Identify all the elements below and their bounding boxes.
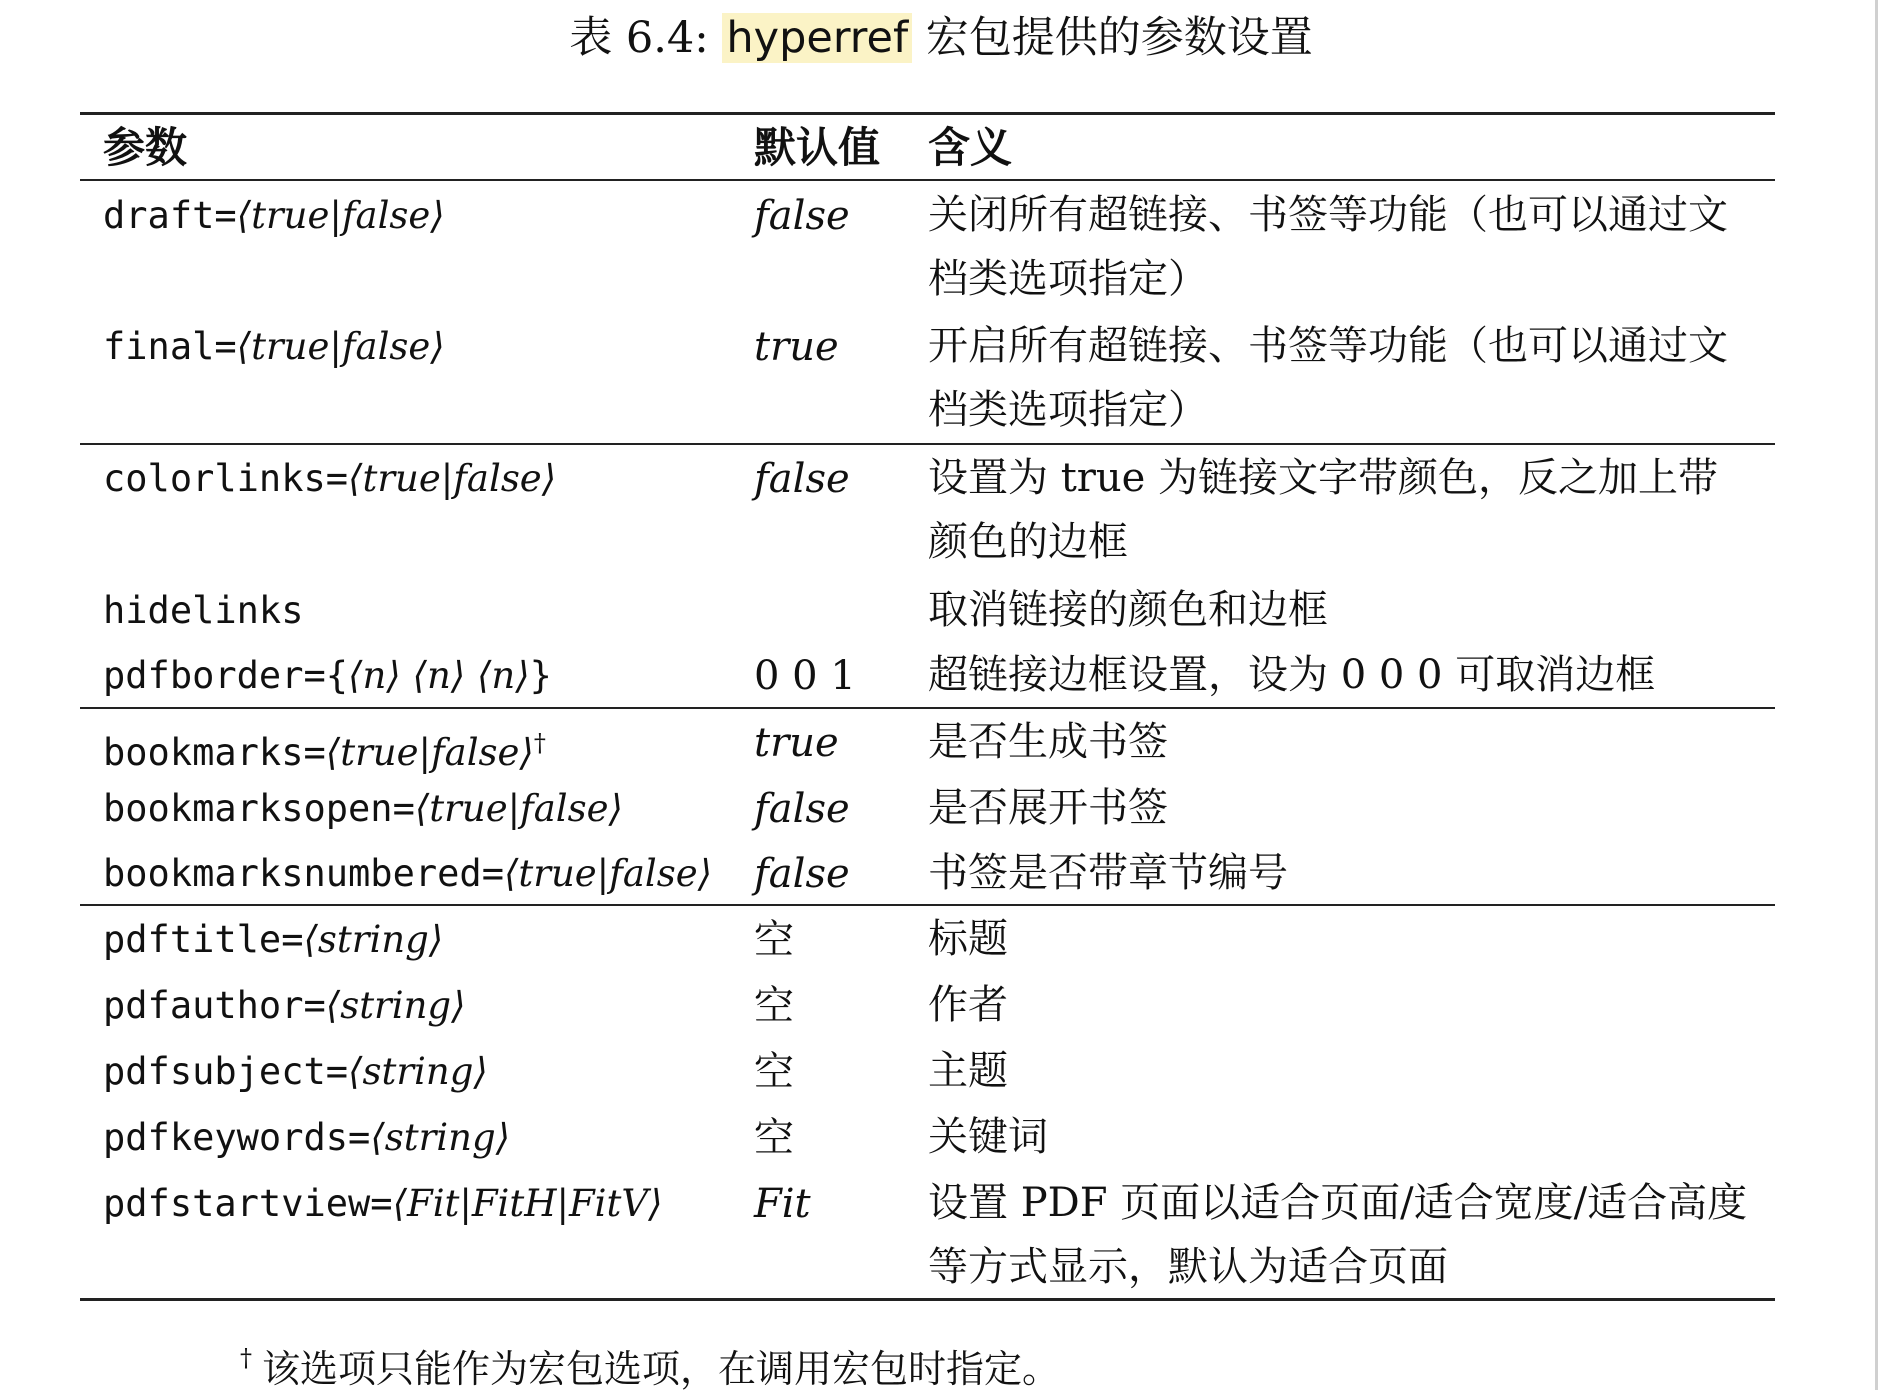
param-cell xyxy=(103,183,445,249)
param-name: bookmarksnumbered= xyxy=(103,852,504,895)
meaning-cell: 关键词 xyxy=(928,1114,1048,1160)
param-cell xyxy=(103,973,466,1039)
param-cell xyxy=(103,841,712,907)
param-name: colorlinks= xyxy=(103,457,349,500)
table-row xyxy=(0,314,1882,433)
header-rule xyxy=(80,179,1775,181)
param-cell xyxy=(103,314,445,380)
param-name: hidelinks xyxy=(103,589,304,632)
default-cell: 空 xyxy=(754,1115,794,1161)
table-row xyxy=(0,643,1882,709)
meaning-cell: 书签是否带章节编号 xyxy=(928,850,1288,896)
group-rule-2 xyxy=(80,707,1775,709)
param-name: pdfauthor= xyxy=(103,984,326,1027)
param-name: final= xyxy=(103,325,237,368)
table-row xyxy=(0,973,1882,1039)
param-argument: ⟨n⟩ ⟨n⟩ ⟨n⟩ xyxy=(348,654,530,697)
param-name: draft= xyxy=(103,194,237,237)
param-argument: ⟨string⟩ xyxy=(303,918,444,961)
meaning-cell: 主题 xyxy=(928,1048,1008,1094)
default-cell: false xyxy=(754,786,850,832)
table-row xyxy=(0,578,1882,644)
scrollbar-edge xyxy=(1875,0,1878,1390)
default-cell: 空 xyxy=(754,917,794,963)
meaning-cell: 设置为 true 为链接文字带颜色，反之加上带颜色的边框 xyxy=(928,455,1719,565)
table-row xyxy=(0,710,1882,776)
param-cell xyxy=(103,1039,488,1105)
default-cell: false xyxy=(754,456,850,502)
caption-suffix: 宏包提供的参数设置 xyxy=(925,13,1313,63)
header-meaning: 含义 xyxy=(928,123,1013,172)
param-name: pdftitle= xyxy=(103,918,304,961)
param-name: pdfkeywords= xyxy=(103,1116,371,1159)
table-row xyxy=(0,183,1882,302)
param-name: pdfstartview= xyxy=(103,1182,393,1225)
caption-prefix: 表 6.4: xyxy=(569,13,709,63)
header-default: 默认值 xyxy=(754,123,881,172)
param-argument: ⟨true|false⟩ xyxy=(236,325,445,368)
default-cell: 空 xyxy=(754,1049,794,1095)
param-argument: ⟨Fit|FitH|FitV⟩ xyxy=(392,1182,663,1225)
param-argument: ⟨string⟩ xyxy=(348,1050,488,1093)
param-argument: ⟨string⟩ xyxy=(370,1116,511,1159)
param-cell xyxy=(103,1105,510,1171)
meaning-cell: 关闭所有超链接、书签等功能（也可以通过文档类选项指定） xyxy=(928,192,1728,302)
meaning-cell: 是否生成书签 xyxy=(928,719,1168,765)
param-cell xyxy=(103,1171,663,1237)
param-cell xyxy=(103,446,556,512)
footnote-text: 该选项只能作为宏包选项，在调用宏包时指定。 xyxy=(262,1347,1061,1391)
default-cell: true xyxy=(754,324,839,370)
meaning-cell: 开启所有超链接、书签等功能（也可以通过文档类选项指定） xyxy=(928,323,1728,433)
table-caption xyxy=(0,10,1882,66)
default-cell: false xyxy=(754,851,850,897)
param-argument: ⟨true|false⟩ xyxy=(348,457,557,500)
footnote xyxy=(240,1330,1060,1397)
param-argument: ⟨true|false⟩ xyxy=(503,852,713,895)
table-row xyxy=(0,1105,1882,1171)
dagger-mark: † xyxy=(533,729,546,757)
param-cell xyxy=(103,643,552,709)
param-cell xyxy=(103,710,546,786)
meaning-cell: 标题 xyxy=(928,916,1008,962)
param-cell xyxy=(103,907,443,973)
param-tail: } xyxy=(529,654,552,697)
meaning-cell: 超链接边框设置，设为 0 0 0 可取消边框 xyxy=(928,652,1656,698)
meaning-cell: 作者 xyxy=(928,982,1008,1028)
default-cell: 0 0 1 xyxy=(754,653,856,699)
param-name: bookmarks= xyxy=(103,731,326,774)
footnote-mark: † xyxy=(240,1344,252,1372)
param-name: pdfsubject= xyxy=(103,1050,349,1093)
param-argument: ⟨true|false⟩ xyxy=(236,194,445,237)
bottom-rule xyxy=(80,1298,1775,1301)
param-cell xyxy=(103,776,623,842)
table-row xyxy=(0,776,1882,842)
group-rule-1 xyxy=(80,443,1775,445)
param-name: bookmarksopen= xyxy=(103,787,415,830)
param-argument: ⟨true|false⟩ xyxy=(414,787,623,830)
table-row xyxy=(0,446,1882,565)
meaning-cell: 是否展开书签 xyxy=(928,785,1168,831)
default-cell: 空 xyxy=(754,983,794,1029)
default-cell: true xyxy=(754,720,839,766)
param-cell xyxy=(103,578,303,644)
table-row xyxy=(0,841,1882,907)
caption-package-name: hyperref xyxy=(722,13,912,63)
param-argument: ⟨string⟩ xyxy=(325,984,466,1027)
param-argument: ⟨true|false⟩ xyxy=(325,731,534,774)
param-name: pdfborder={ xyxy=(103,654,349,697)
table-row xyxy=(0,1039,1882,1105)
default-cell: Fit xyxy=(754,1181,811,1227)
top-rule xyxy=(80,112,1775,115)
group-rule-3 xyxy=(80,904,1775,906)
table-row xyxy=(0,907,1882,973)
meaning-cell: 设置 PDF 页面以适合页面/适合宽度/适合高度等方式显示，默认为适合页面 xyxy=(928,1180,1748,1290)
header-param: 参数 xyxy=(103,123,188,172)
default-cell: false xyxy=(754,193,850,239)
meaning-cell: 取消链接的颜色和边框 xyxy=(928,587,1328,633)
table-row xyxy=(0,1171,1882,1290)
